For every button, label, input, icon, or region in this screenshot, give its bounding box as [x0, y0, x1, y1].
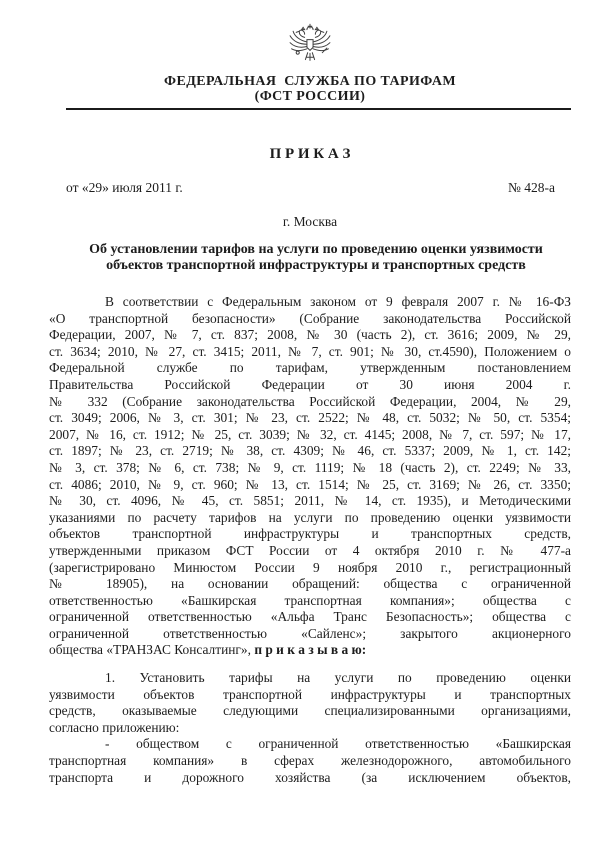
- document-content: [49, 22, 571, 786]
- text-line: № 30, ст. 4096, № 45, ст. 5851; 2011, № 14, ст. 1935), и Методическими: [49, 493, 571, 509]
- org-abbreviation: (ФСТ РОССИИ): [254, 89, 366, 104]
- text-line: (зарегистрировано Минюстом России 9 ноября 2010 г., регистрационный: [49, 559, 571, 575]
- text-line: В соответствии с Федеральным законом от 9 февраля 2007 г. № 16-ФЗ: [105, 294, 571, 309]
- doc-body: [49, 294, 571, 786]
- text-line: «О транспортной безопасности» (Собрание законодательства Российской: [49, 310, 571, 326]
- text-line: ст. 4086; 2010, № 9, ст. 960; № 13, ст. 1514; № 25, ст. 3169; № 26, ст. 3350;: [49, 476, 571, 492]
- text-line: средств, оказываемые следующими специализированными организациями,: [49, 703, 571, 719]
- text-line: - обществом с ограниченной ответственностью «Башкирская: [105, 736, 571, 752]
- text-line: объектов транспортной инфраструктуры и транспортных средств,: [49, 526, 571, 542]
- text-line: указаниями по расчету тарифов на услуги по проведению оценки уязвимости: [49, 509, 571, 525]
- text-line: 2007, № 16, ст. 1912; № 25, ст. 3039; № 32, ст. 4145; 2008, № 7, ст. 597; № 17,: [49, 426, 571, 442]
- text-line: транспортная компания» в сферах железнодорожного, автомобильного: [49, 753, 571, 769]
- paragraph-item-1: [49, 670, 571, 720]
- doc-number: № 428-а: [508, 180, 555, 195]
- paragraph-legal-basis: [49, 294, 571, 642]
- text-line: Федеральной службе по тарифам, утвержденным постановлением: [49, 360, 571, 376]
- coat-of-arms-icon: [287, 22, 333, 68]
- text-line: Федерации, 2007, № 7, ст. 837; 2008, № 30 (часть 2), ст. 3616; 2009, № 29,: [49, 327, 571, 343]
- text-line: ограниченной ответственностью «Сайленс»; закрытого акционерного: [49, 625, 571, 641]
- doc-type-title: П Р И К А З: [269, 146, 351, 162]
- doc-date: от «29» июля 2011 г.: [66, 180, 183, 195]
- doc-date-number-row: [49, 180, 571, 195]
- text-line: транспорта и дорожного хозяйства (за исключением объектов,: [49, 769, 571, 785]
- text-line: ответственностью «Башкирская транспортная компания»; общества с: [49, 592, 571, 608]
- text-line: ст. 3634; 2010, № 27, ст. 3415; 2011, № 7, ст. 901; № 30, ст.4590), Положением о: [49, 343, 571, 359]
- doc-subject-line: Об установлении тарифов на услуги по проведению оценки уязвимости: [89, 242, 543, 257]
- text-line: уязвимости объектов транспортной инфраструктуры и транспортных: [49, 686, 571, 702]
- doc-subject: [49, 242, 571, 274]
- paragraph-item-1-subitem: [49, 736, 571, 786]
- text-line: 1. Установить тарифы на услуги по проведению оценки: [105, 670, 571, 686]
- text-line: Правительства Российской Федерации от 30 июня 2004 г.: [49, 376, 571, 392]
- paragraph-item-1-last-line: согласно приложению:: [49, 719, 180, 735]
- doc-city: г. Москва: [282, 214, 338, 229]
- decree-lead-text: общества «ТРАНЗАС Консалтинг»,: [49, 642, 255, 658]
- paragraph-legal-basis-last-line: [49, 642, 571, 659]
- doc-subject-line: объектов транспортной инфраструктуры и транспортных средств: [106, 258, 526, 273]
- decree-word: п р и к а з ы в а ю:: [254, 642, 367, 658]
- letterhead-rule: [66, 108, 571, 110]
- text-line: ст. 1897; № 23, ст. 2719; № 38, ст. 4309; № 46, ст. 5337; 2009, № 1, ст. 142;: [49, 443, 571, 459]
- text-line: № 18905), на основании обращений: общества с ограниченной: [49, 576, 571, 592]
- text-line: ст. 3049; 2006, № 3, ст. 301; № 23, ст. 2522; № 48, ст. 5032; № 50, ст. 5354;: [49, 410, 571, 426]
- text-line: ограниченной ответственностью «Альфа Транс Безопасность»; общества с: [49, 609, 571, 625]
- org-name: ФЕДЕРАЛЬНАЯ СЛУЖБА ПО ТАРИФАМ: [164, 74, 456, 89]
- text-line: № 332 (Собрание законодательства Российской Федерации, 2004, № 29,: [49, 393, 571, 409]
- text-line: утвержденными приказом ФСТ России от 4 октября 2010 г. № 477-а: [49, 542, 571, 558]
- text-line: № 3, ст. 378; № 6, ст. 738; № 9, ст. 1119; № 18 (часть 2), ст. 2249; № 33,: [49, 459, 571, 475]
